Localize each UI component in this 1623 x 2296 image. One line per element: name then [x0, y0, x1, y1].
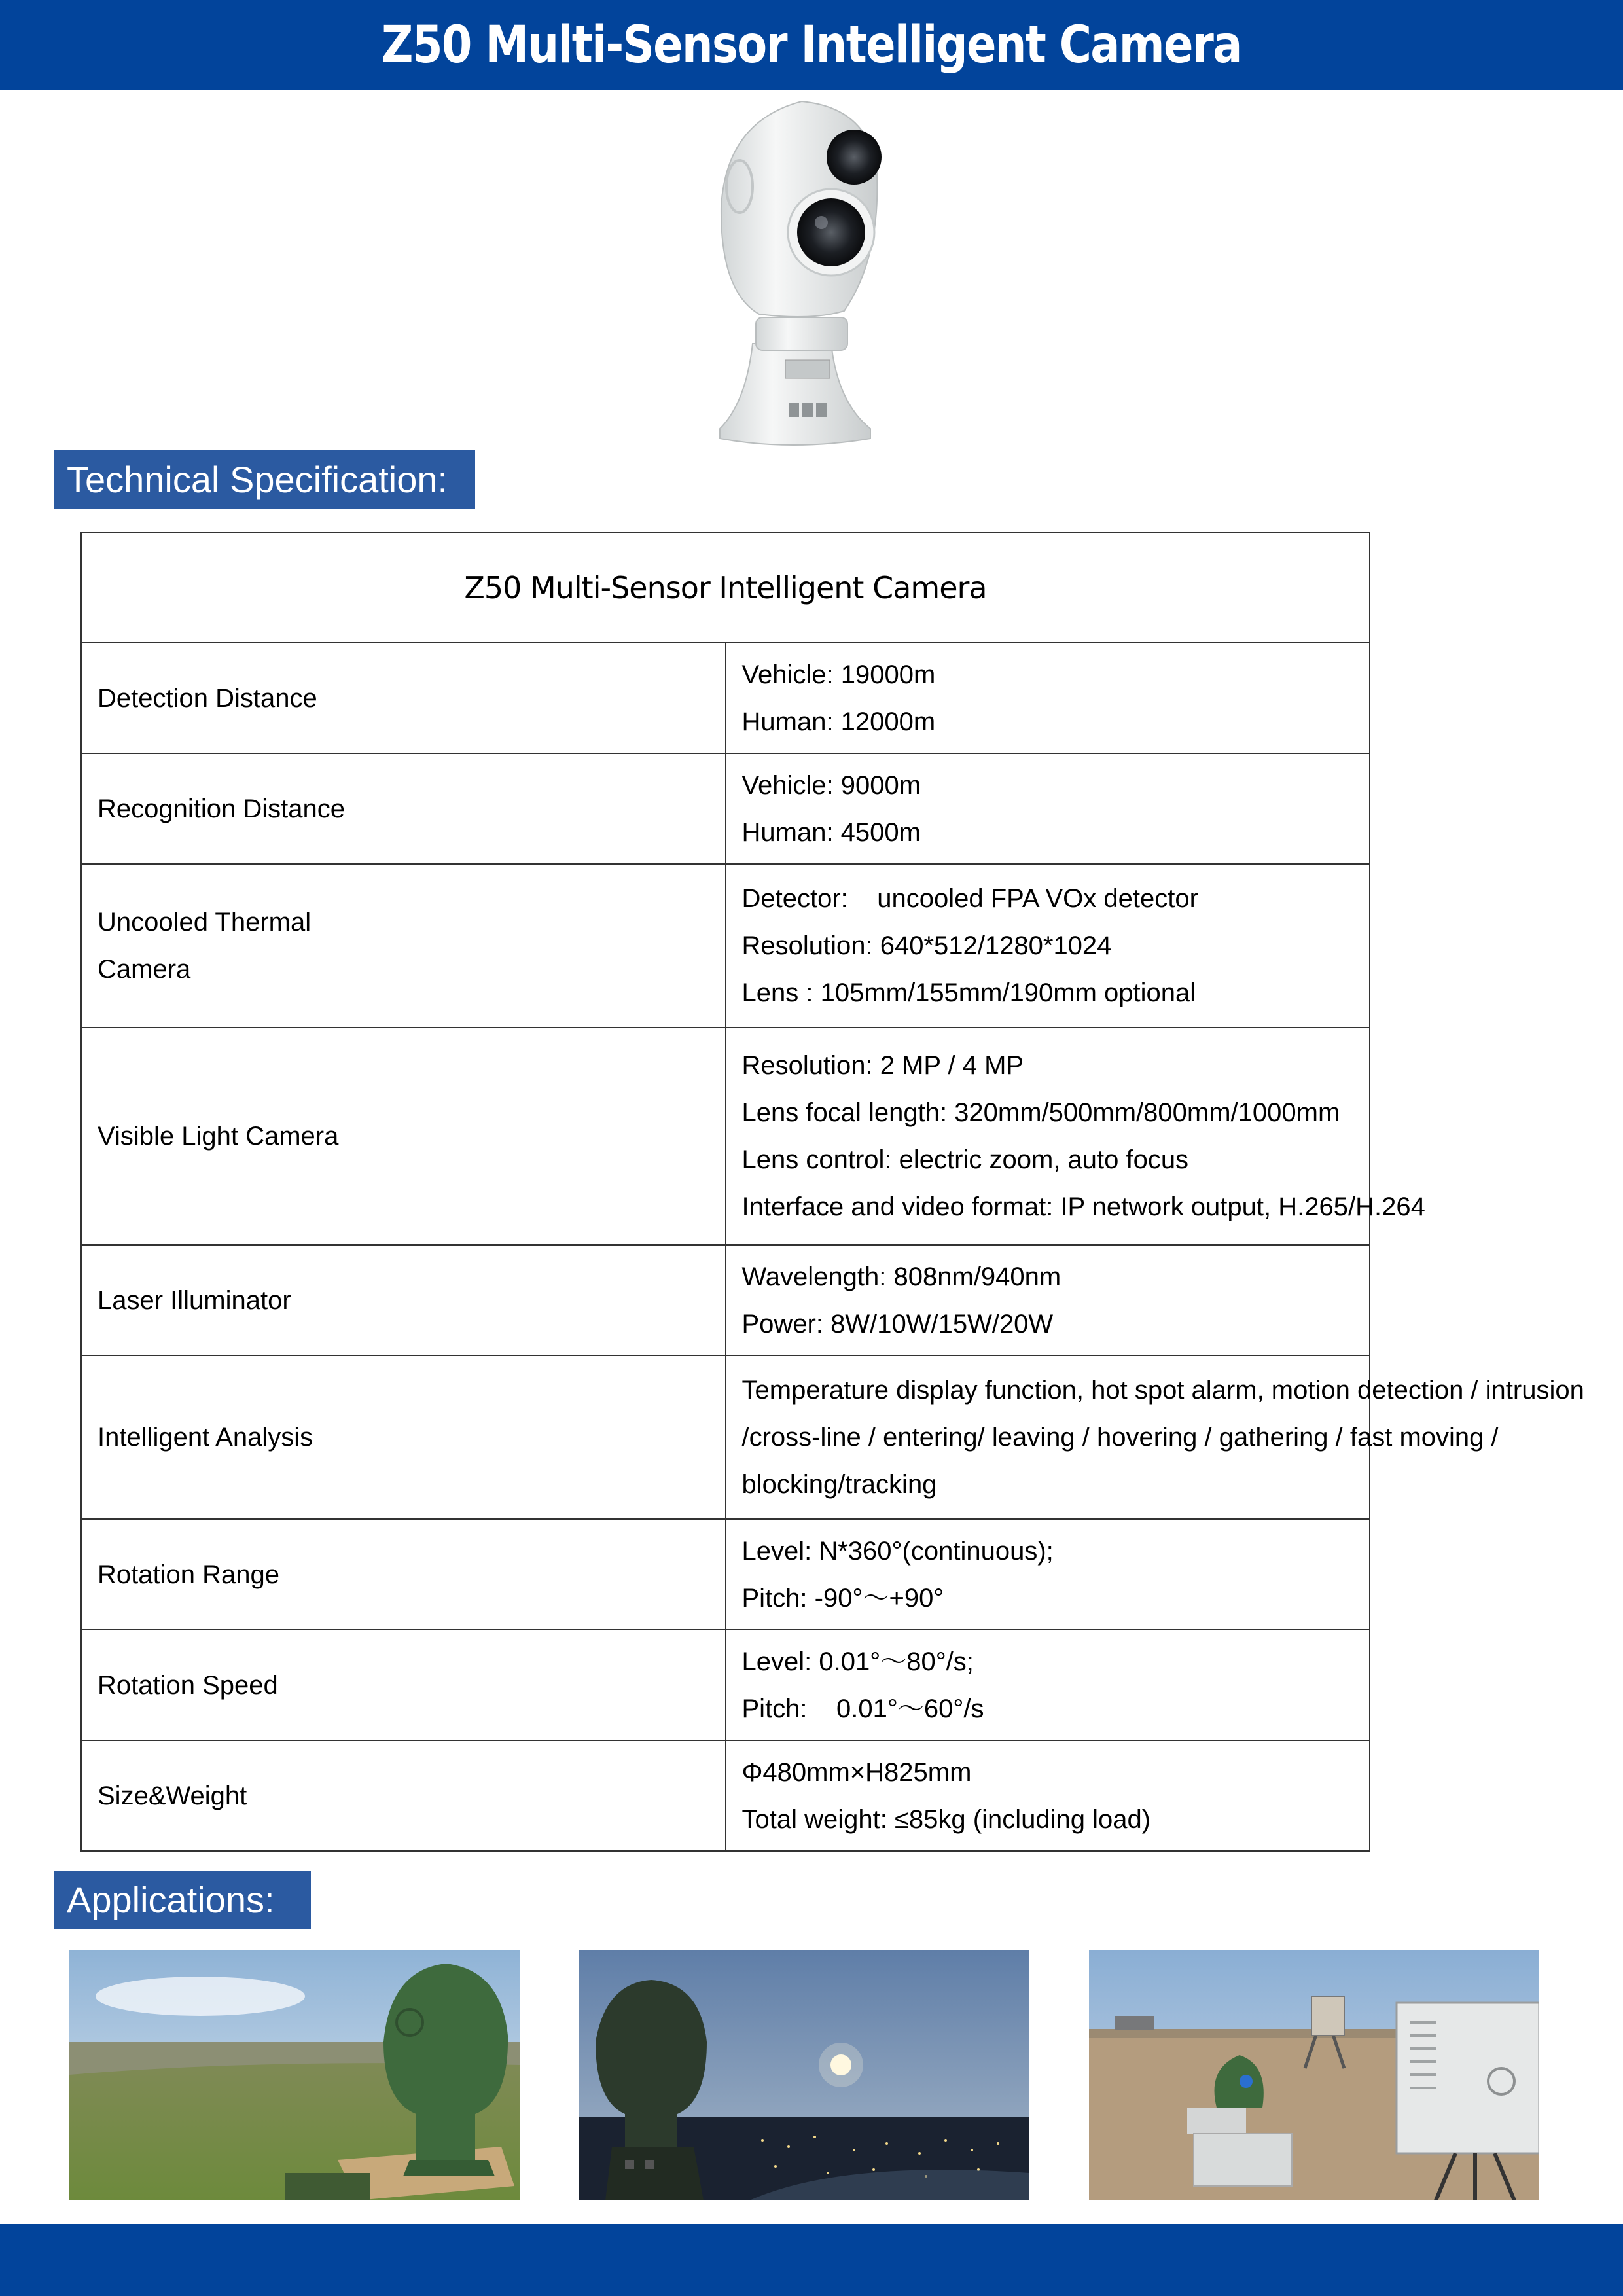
- value-line: Wavelength: 808nm/940nm: [741, 1262, 1061, 1291]
- applications-heading: Applications:: [54, 1871, 311, 1929]
- value-line: Lens control: electric zoom, auto focus: [741, 1145, 1189, 1174]
- spec-label-text: Size&Weight: [98, 1781, 247, 1810]
- application-photo-desert: [1089, 1950, 1539, 2200]
- table-row: [81, 864, 1370, 1028]
- spec-label: [81, 1245, 726, 1355]
- value-line: Level: 0.01°～80°/s;: [741, 1647, 974, 1676]
- spec-label: [81, 753, 726, 864]
- technical-specification-heading: Technical Specification:: [54, 450, 475, 509]
- table-row: [81, 1630, 1370, 1740]
- spec-label-text: Rotation Speed: [98, 1670, 278, 1700]
- spec-value: [726, 1630, 1370, 1740]
- spec-label-text: Camera: [98, 955, 191, 984]
- value-line: Power: 8W/10W/15W/20W: [741, 1309, 1054, 1338]
- spec-label-text: Laser Illuminator: [98, 1285, 291, 1315]
- product-camera-image: [681, 95, 903, 455]
- value-line: Lens focal length: 320mm/500mm/800mm/1000mm: [741, 1098, 1340, 1127]
- spec-label-text: Visible Light Camera: [98, 1122, 339, 1151]
- spec-label-text: Detection Distance: [98, 683, 317, 713]
- value-line: Temperature display function, hot spot alarm, motion detection / intrusion: [741, 1376, 1584, 1405]
- spec-value: [726, 1245, 1370, 1355]
- spec-label: [81, 1355, 726, 1519]
- value-line: Vehicle: 19000m: [741, 660, 936, 689]
- value-line: Total weight: ≤85kg (including load): [741, 1804, 1151, 1834]
- value-line: Interface and video format: IP network output, H.265/H.264: [741, 1193, 1425, 1221]
- value-line: blocking/tracking: [741, 1470, 937, 1499]
- table-row: [81, 1245, 1370, 1355]
- value-line: Resolution: 2 MP / 4 MP: [741, 1051, 1024, 1080]
- spec-label-text: Intelligent Analysis: [98, 1423, 313, 1452]
- table-row: [81, 1355, 1370, 1519]
- table-title: Z50 Multi-Sensor Intelligent Camera: [81, 533, 1370, 643]
- value-line: Detector: uncooled FPA VOx detector: [741, 884, 1198, 913]
- spec-value: [726, 1355, 1584, 1519]
- spec-label: [81, 864, 726, 1028]
- spec-label-text: Uncooled Thermal: [98, 908, 312, 937]
- value-line: Human: 4500m: [741, 817, 921, 847]
- application-photo-grassland: [69, 1950, 520, 2200]
- value-line: Human: 12000m: [741, 707, 936, 736]
- value-line: Resolution: 640*512/1280*1024: [741, 931, 1112, 960]
- spec-table: [80, 532, 1584, 1852]
- spec-value: [726, 643, 1370, 753]
- spec-value: [726, 1028, 1425, 1245]
- value-line: Pitch: -90°～+90°: [741, 1583, 944, 1613]
- spec-label-text: Recognition Distance: [98, 794, 345, 823]
- table-row: [81, 1028, 1370, 1245]
- table-row: [81, 643, 1370, 753]
- spec-value: [726, 1740, 1370, 1851]
- spec-label: [81, 1519, 726, 1630]
- table-row: [81, 753, 1370, 864]
- value-line: Level: N*360°(continuous);: [741, 1536, 1054, 1566]
- value-line: Pitch: 0.01°～60°/s: [741, 1694, 984, 1723]
- footer-banner: [0, 2224, 1623, 2296]
- table-row: [81, 1740, 1370, 1851]
- application-photo-night-city: [579, 1950, 1029, 2200]
- value-line: Lens : 105mm/155mm/190mm optional: [741, 978, 1196, 1007]
- spec-label-text: Rotation Range: [98, 1560, 279, 1589]
- value-line: /cross-line / entering/ leaving / hovering / gathering / fast moving /: [741, 1423, 1499, 1452]
- title-banner: [0, 0, 1623, 90]
- page-title: Z50 Multi-Sensor Intelligent Camera: [382, 15, 1241, 75]
- spec-label: [81, 643, 726, 753]
- value-line: Φ480mm×H825mm: [741, 1757, 972, 1787]
- table-title-row: [81, 533, 1370, 643]
- spec-label: [81, 1630, 726, 1740]
- value-line: Vehicle: 9000m: [741, 770, 921, 800]
- spec-value: [726, 864, 1370, 1028]
- spec-value: [726, 1519, 1370, 1630]
- spec-label: [81, 1028, 726, 1245]
- spec-value: [726, 753, 1370, 864]
- table-row: [81, 1519, 1370, 1630]
- spec-label: [81, 1740, 726, 1851]
